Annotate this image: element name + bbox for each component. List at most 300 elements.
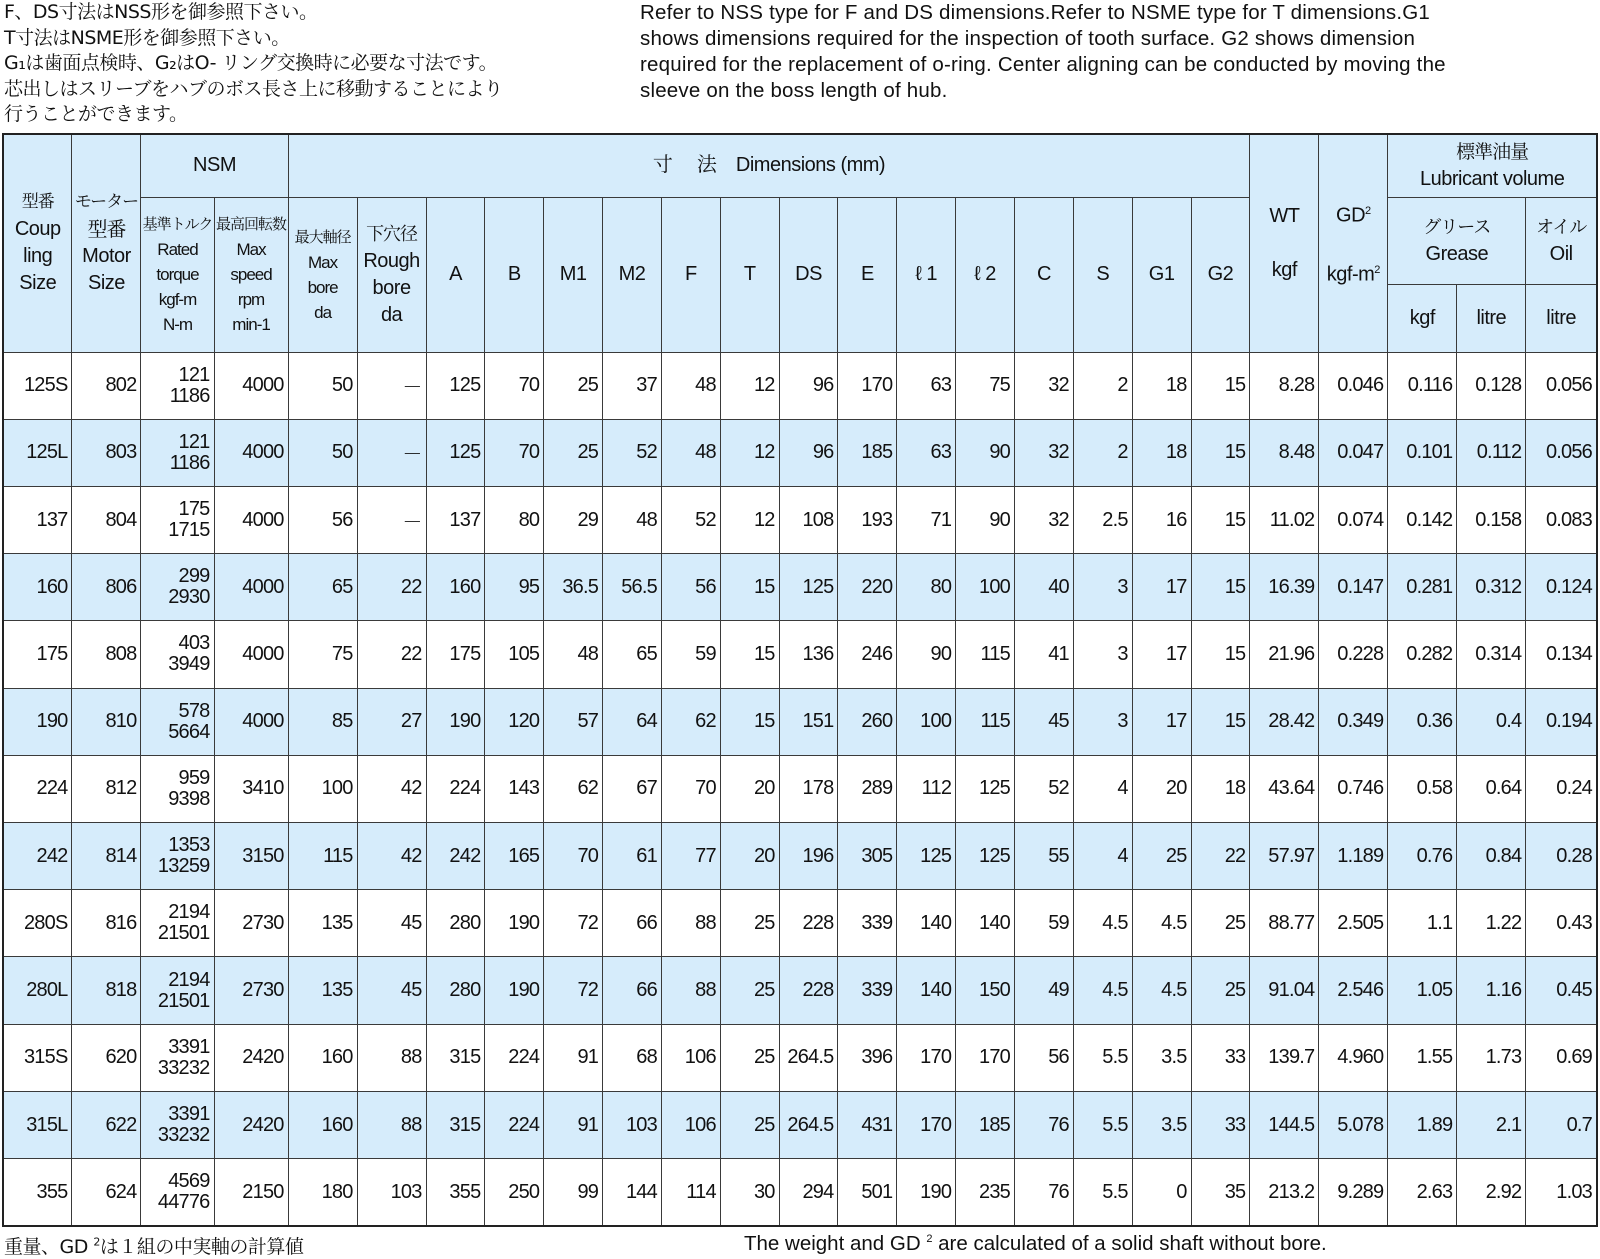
cell-s: 5.5 bbox=[1073, 1024, 1132, 1091]
cell-max-bore: 135 bbox=[288, 890, 357, 957]
torque-kgf-m: 959 bbox=[178, 766, 210, 789]
table-row bbox=[3, 486, 1597, 553]
cell-a: 137 bbox=[426, 486, 485, 553]
cell-a: 315 bbox=[426, 1091, 485, 1158]
en-note-line: required for the replacement of o-ring. Center aligning can be conducted by moving the bbox=[640, 53, 1446, 76]
torque-kgf-m: 578 bbox=[178, 699, 210, 722]
cell-wt: 139.7 bbox=[1250, 1024, 1319, 1091]
cell-t: 12 bbox=[720, 419, 779, 486]
cell-g-kgf: 0.116 bbox=[1388, 352, 1457, 419]
cell-rough: 42 bbox=[357, 823, 426, 890]
cell-speed: 4000 bbox=[214, 352, 288, 419]
cell-wt: 28.42 bbox=[1250, 688, 1319, 755]
cell-torque bbox=[141, 755, 214, 822]
cell-g-litre: 1.22 bbox=[1457, 890, 1526, 957]
cell-l2: 150 bbox=[956, 957, 1015, 1024]
cell-speed: 2730 bbox=[214, 957, 288, 1024]
cell-g-litre: 0.64 bbox=[1457, 755, 1526, 822]
notes-section bbox=[0, 0, 1600, 130]
cell-e: 246 bbox=[838, 621, 897, 688]
cell-rough: － bbox=[357, 419, 426, 486]
cell-f: 59 bbox=[661, 621, 720, 688]
cell-gd2: 0.349 bbox=[1319, 688, 1388, 755]
header-dim-f: F bbox=[661, 197, 720, 352]
jp-note-line: 行うことができます。 bbox=[4, 103, 188, 125]
cell-g-litre: 1.73 bbox=[1457, 1024, 1526, 1091]
cell-f: 88 bbox=[661, 890, 720, 957]
cell-a: 125 bbox=[426, 352, 485, 419]
cell-c: 56 bbox=[1015, 1024, 1074, 1091]
cell-motor: 816 bbox=[72, 890, 141, 957]
cell-l1: 170 bbox=[897, 1091, 956, 1158]
cell-oil: 0.124 bbox=[1526, 554, 1597, 621]
torque-n-m: 9398 bbox=[168, 787, 210, 810]
cell-motor: 802 bbox=[72, 352, 141, 419]
cell-speed: 4000 bbox=[214, 688, 288, 755]
cell-b: 70 bbox=[485, 419, 544, 486]
cell-t: 15 bbox=[720, 621, 779, 688]
cell-c: 55 bbox=[1015, 823, 1074, 890]
cell-oil: 0.43 bbox=[1526, 890, 1597, 957]
cell-g-kgf: 2.63 bbox=[1388, 1159, 1457, 1226]
cell-g1: 3.5 bbox=[1132, 1091, 1191, 1158]
header-dim-g1: G1 bbox=[1132, 197, 1191, 352]
cell-t: 25 bbox=[720, 1024, 779, 1091]
cell-c: 76 bbox=[1015, 1091, 1074, 1158]
cell-e: 339 bbox=[838, 890, 897, 957]
cell-m2: 52 bbox=[603, 419, 662, 486]
cell-g1: 18 bbox=[1132, 352, 1191, 419]
cell-g-kgf: 1.1 bbox=[1388, 890, 1457, 957]
cell-ds: 228 bbox=[779, 890, 838, 957]
torque-n-m: 1715 bbox=[168, 519, 210, 542]
cell-rough: 22 bbox=[357, 554, 426, 621]
cell-ds: 264.5 bbox=[779, 1024, 838, 1091]
cell-f: 70 bbox=[661, 755, 720, 822]
cell-gd2: 0.074 bbox=[1319, 486, 1388, 553]
header-dim-ds: DS bbox=[779, 197, 838, 352]
cell-e: 260 bbox=[838, 688, 897, 755]
cell-f: 48 bbox=[661, 352, 720, 419]
cell-g-kgf: 1.55 bbox=[1388, 1024, 1457, 1091]
cell-gd2: 9.289 bbox=[1319, 1159, 1388, 1226]
cell-c: 32 bbox=[1015, 419, 1074, 486]
cell-torque bbox=[141, 352, 214, 419]
cell-f: 62 bbox=[661, 688, 720, 755]
cell-rough: 27 bbox=[357, 688, 426, 755]
torque-n-m: 21501 bbox=[157, 989, 210, 1012]
cell-b: 143 bbox=[485, 755, 544, 822]
cell-m1: 36.5 bbox=[544, 554, 603, 621]
cell-speed: 4000 bbox=[214, 621, 288, 688]
cell-torque bbox=[141, 554, 214, 621]
cell-g2: 15 bbox=[1191, 554, 1250, 621]
cell-motor: 622 bbox=[72, 1091, 141, 1158]
cell-m1: 48 bbox=[544, 621, 603, 688]
cell-g-litre: 0.314 bbox=[1457, 621, 1526, 688]
cell-max-bore: 56 bbox=[288, 486, 357, 553]
cell-speed: 4000 bbox=[214, 419, 288, 486]
torque-kgf-m: 121 bbox=[178, 363, 210, 386]
torque-n-m: 1186 bbox=[169, 384, 210, 407]
torque-n-m: 3949 bbox=[168, 653, 210, 676]
cell-g-litre: 0.84 bbox=[1457, 823, 1526, 890]
cell-e: 431 bbox=[838, 1091, 897, 1158]
cell-oil: 1.03 bbox=[1526, 1159, 1597, 1226]
cell-l1: 71 bbox=[897, 486, 956, 553]
header-wt: WT kgf bbox=[1250, 134, 1319, 352]
cell-m1: 70 bbox=[544, 823, 603, 890]
cell-g-kgf: 0.36 bbox=[1388, 688, 1457, 755]
cell-m1: 72 bbox=[544, 957, 603, 1024]
table-row bbox=[3, 823, 1597, 890]
cell-g1: 16 bbox=[1132, 486, 1191, 553]
cell-gd2: 0.147 bbox=[1319, 554, 1388, 621]
cell-a: 125 bbox=[426, 419, 485, 486]
cell-rough: 42 bbox=[357, 755, 426, 822]
header-coupling-size: 型番 Coup ling Size bbox=[3, 134, 72, 352]
cell-t: 15 bbox=[720, 554, 779, 621]
cell-torque bbox=[141, 621, 214, 688]
cell-max-bore: 50 bbox=[288, 352, 357, 419]
cell-rough: 88 bbox=[357, 1091, 426, 1158]
cell-c: 32 bbox=[1015, 486, 1074, 553]
cell-max-bore: 85 bbox=[288, 688, 357, 755]
cell-b: 224 bbox=[485, 1024, 544, 1091]
cell-g-kgf: 0.58 bbox=[1388, 755, 1457, 822]
cell-b: 250 bbox=[485, 1159, 544, 1226]
cell-m2: 144 bbox=[603, 1159, 662, 1226]
cell-l2: 100 bbox=[956, 554, 1015, 621]
header-nsm: NSM bbox=[141, 134, 288, 197]
cell-oil: 0.7 bbox=[1526, 1091, 1597, 1158]
cell-g2: 18 bbox=[1191, 755, 1250, 822]
header-dim-l2: ℓ 2 bbox=[956, 197, 1015, 352]
header-rated-torque: 基準トルク Rated torque kgf-m N-m bbox=[141, 197, 214, 352]
cell-torque bbox=[141, 890, 214, 957]
cell-wt: 21.96 bbox=[1250, 621, 1319, 688]
cell-m1: 57 bbox=[544, 688, 603, 755]
cell-s: 2 bbox=[1073, 419, 1132, 486]
cell-m2: 37 bbox=[603, 352, 662, 419]
cell-motor: 806 bbox=[72, 554, 141, 621]
cell-e: 220 bbox=[838, 554, 897, 621]
cell-size: 125L bbox=[3, 419, 72, 486]
cell-g2: 25 bbox=[1191, 890, 1250, 957]
cell-m2: 66 bbox=[603, 890, 662, 957]
cell-l2: 125 bbox=[956, 823, 1015, 890]
cell-ds: 96 bbox=[779, 352, 838, 419]
cell-gd2: 0.047 bbox=[1319, 419, 1388, 486]
cell-max-bore: 75 bbox=[288, 621, 357, 688]
cell-b: 120 bbox=[485, 688, 544, 755]
cell-g1: 4.5 bbox=[1132, 890, 1191, 957]
cell-g-kgf: 0.282 bbox=[1388, 621, 1457, 688]
cell-ds: 108 bbox=[779, 486, 838, 553]
table-row bbox=[3, 419, 1597, 486]
cell-c: 32 bbox=[1015, 352, 1074, 419]
cell-g1: 4.5 bbox=[1132, 957, 1191, 1024]
cell-e: 185 bbox=[838, 419, 897, 486]
cell-s: 3 bbox=[1073, 621, 1132, 688]
cell-size: 355 bbox=[3, 1159, 72, 1226]
cell-g-litre: 0.312 bbox=[1457, 554, 1526, 621]
cell-l1: 90 bbox=[897, 621, 956, 688]
cell-a: 224 bbox=[426, 755, 485, 822]
cell-wt: 16.39 bbox=[1250, 554, 1319, 621]
cell-oil: 0.134 bbox=[1526, 621, 1597, 688]
cell-wt: 43.64 bbox=[1250, 755, 1319, 822]
table-row bbox=[3, 688, 1597, 755]
cell-m1: 99 bbox=[544, 1159, 603, 1226]
cell-m2: 56.5 bbox=[603, 554, 662, 621]
cell-torque bbox=[141, 823, 214, 890]
cell-b: 70 bbox=[485, 352, 544, 419]
torque-kgf-m: 3391 bbox=[168, 1035, 210, 1058]
cell-g2: 33 bbox=[1191, 1091, 1250, 1158]
cell-max-bore: 135 bbox=[288, 957, 357, 1024]
cell-speed: 2420 bbox=[214, 1091, 288, 1158]
cell-g-litre: 0.112 bbox=[1457, 419, 1526, 486]
cell-size: 315S bbox=[3, 1024, 72, 1091]
table-row bbox=[3, 957, 1597, 1024]
torque-n-m: 44776 bbox=[157, 1191, 210, 1214]
cell-motor: 812 bbox=[72, 755, 141, 822]
cell-c: 40 bbox=[1015, 554, 1074, 621]
cell-f: 106 bbox=[661, 1091, 720, 1158]
torque-n-m: 2930 bbox=[168, 586, 210, 609]
header-grease-litre: litre bbox=[1457, 284, 1526, 352]
cell-t: 25 bbox=[720, 890, 779, 957]
header-dim-g2: G2 bbox=[1191, 197, 1250, 352]
cell-torque bbox=[141, 688, 214, 755]
cell-b: 105 bbox=[485, 621, 544, 688]
header-grease: グリース Grease bbox=[1388, 197, 1526, 284]
cell-m2: 67 bbox=[603, 755, 662, 822]
torque-kgf-m: 4569 bbox=[168, 1170, 210, 1193]
jp-note-line: 芯出しはスリーブをハブのボス長さ上に移動することにより bbox=[4, 77, 503, 100]
cell-l1: 63 bbox=[897, 352, 956, 419]
cell-max-bore: 115 bbox=[288, 823, 357, 890]
cell-motor: 814 bbox=[72, 823, 141, 890]
cell-ds: 178 bbox=[779, 755, 838, 822]
cell-wt: 88.77 bbox=[1250, 890, 1319, 957]
header-dim-l1: ℓ 1 bbox=[897, 197, 956, 352]
footer-note-jp: 重量、GD $^2$は１組の中実軸の計算値 bbox=[4, 1235, 304, 1258]
cell-m2: 66 bbox=[603, 957, 662, 1024]
cell-wt: 11.02 bbox=[1250, 486, 1319, 553]
cell-b: 224 bbox=[485, 1091, 544, 1158]
cell-g-kgf: 1.89 bbox=[1388, 1091, 1457, 1158]
cell-m2: 68 bbox=[603, 1024, 662, 1091]
cell-rough: 45 bbox=[357, 957, 426, 1024]
header-max-bore: 最大軸径 Max bore da bbox=[288, 197, 357, 352]
cell-g2: 35 bbox=[1191, 1159, 1250, 1226]
torque-kgf-m: 2194 bbox=[168, 901, 210, 924]
table-row bbox=[3, 1091, 1597, 1158]
cell-e: 289 bbox=[838, 755, 897, 822]
torque-kgf-m: 175 bbox=[178, 498, 210, 521]
cell-wt: 8.48 bbox=[1250, 419, 1319, 486]
cell-l1: 112 bbox=[897, 755, 956, 822]
jp-note-line: F、DS寸法はNSS形を御参照下さい。 bbox=[4, 1, 318, 23]
cell-wt: 8.28 bbox=[1250, 352, 1319, 419]
cell-rough: － bbox=[357, 486, 426, 553]
cell-oil: 0.45 bbox=[1526, 957, 1597, 1024]
table-row bbox=[3, 755, 1597, 822]
cell-c: 49 bbox=[1015, 957, 1074, 1024]
header-dim-e: E bbox=[838, 197, 897, 352]
cell-speed: 2420 bbox=[214, 1024, 288, 1091]
cell-rough: 45 bbox=[357, 890, 426, 957]
torque-kgf-m: 3391 bbox=[168, 1103, 210, 1126]
cell-motor: 818 bbox=[72, 957, 141, 1024]
cell-wt: 144.5 bbox=[1250, 1091, 1319, 1158]
cell-e: 339 bbox=[838, 957, 897, 1024]
cell-a: 160 bbox=[426, 554, 485, 621]
cell-g-kgf: 0.142 bbox=[1388, 486, 1457, 553]
cell-ds: 125 bbox=[779, 554, 838, 621]
header-dimensions: 寸 法 Dimensions (mm) bbox=[288, 134, 1250, 197]
cell-torque bbox=[141, 957, 214, 1024]
cell-speed: 2730 bbox=[214, 890, 288, 957]
header-gd2: $GD^2$ kgf-$m^2$ bbox=[1319, 134, 1388, 352]
cell-a: 355 bbox=[426, 1159, 485, 1226]
coupling-spec-table bbox=[2, 133, 1598, 1227]
cell-oil: 0.083 bbox=[1526, 486, 1597, 553]
cell-motor: 808 bbox=[72, 621, 141, 688]
cell-max-bore: 180 bbox=[288, 1159, 357, 1226]
header-dim-s: S bbox=[1073, 197, 1132, 352]
cell-m1: 91 bbox=[544, 1091, 603, 1158]
cell-g2: 15 bbox=[1191, 486, 1250, 553]
table-body bbox=[3, 352, 1597, 1226]
cell-motor: 620 bbox=[72, 1024, 141, 1091]
torque-kgf-m: 121 bbox=[178, 430, 210, 453]
cell-l1: 140 bbox=[897, 890, 956, 957]
cell-m2: 65 bbox=[603, 621, 662, 688]
cell-size: 137 bbox=[3, 486, 72, 553]
cell-g2: 15 bbox=[1191, 621, 1250, 688]
cell-a: 315 bbox=[426, 1024, 485, 1091]
cell-motor: 624 bbox=[72, 1159, 141, 1226]
torque-n-m: 33232 bbox=[157, 1056, 210, 1079]
cell-g2: 22 bbox=[1191, 823, 1250, 890]
cell-size: 160 bbox=[3, 554, 72, 621]
cell-rough: － bbox=[357, 352, 426, 419]
cell-motor: 803 bbox=[72, 419, 141, 486]
cell-g-kgf: 0.281 bbox=[1388, 554, 1457, 621]
torque-kgf-m: 403 bbox=[178, 632, 210, 655]
cell-t: 15 bbox=[720, 688, 779, 755]
header-lubricant-volume: 標準油量 Lubricant volume bbox=[1388, 134, 1597, 197]
table-header bbox=[3, 134, 1597, 352]
cell-torque bbox=[141, 419, 214, 486]
header-dim-m2: M2 bbox=[603, 197, 662, 352]
header-dim-b: B bbox=[485, 197, 544, 352]
cell-g2: 25 bbox=[1191, 957, 1250, 1024]
cell-m2: 103 bbox=[603, 1091, 662, 1158]
cell-motor: 810 bbox=[72, 688, 141, 755]
cell-l2: 115 bbox=[956, 688, 1015, 755]
cell-s: 5.5 bbox=[1073, 1159, 1132, 1226]
cell-size: 175 bbox=[3, 621, 72, 688]
cell-g1: 18 bbox=[1132, 419, 1191, 486]
cell-m2: 61 bbox=[603, 823, 662, 890]
cell-gd2: 2.505 bbox=[1319, 890, 1388, 957]
cell-wt: 213.2 bbox=[1250, 1159, 1319, 1226]
cell-a: 175 bbox=[426, 621, 485, 688]
torque-n-m: 1186 bbox=[169, 451, 210, 474]
header-dim-a: A bbox=[426, 197, 485, 352]
cell-e: 170 bbox=[838, 352, 897, 419]
cell-f: 48 bbox=[661, 419, 720, 486]
cell-c: 52 bbox=[1015, 755, 1074, 822]
cell-g2: 15 bbox=[1191, 419, 1250, 486]
cell-l2: 125 bbox=[956, 755, 1015, 822]
torque-kgf-m: 2194 bbox=[168, 968, 210, 991]
cell-l2: 170 bbox=[956, 1024, 1015, 1091]
torque-n-m: 5664 bbox=[168, 720, 210, 743]
cell-f: 88 bbox=[661, 957, 720, 1024]
torque-n-m: 13259 bbox=[157, 855, 210, 878]
cell-g1: 3.5 bbox=[1132, 1024, 1191, 1091]
cell-e: 193 bbox=[838, 486, 897, 553]
torque-n-m: 21501 bbox=[157, 922, 210, 945]
table-row bbox=[3, 554, 1597, 621]
cell-t: 30 bbox=[720, 1159, 779, 1226]
cell-wt: 57.97 bbox=[1250, 823, 1319, 890]
cell-t: 20 bbox=[720, 823, 779, 890]
cell-s: 4 bbox=[1073, 755, 1132, 822]
torque-n-m: 33232 bbox=[157, 1124, 210, 1147]
cell-g1: 20 bbox=[1132, 755, 1191, 822]
cell-g-litre: 2.92 bbox=[1457, 1159, 1526, 1226]
cell-ds: 294 bbox=[779, 1159, 838, 1226]
cell-speed: 2150 bbox=[214, 1159, 288, 1226]
cell-speed: 3150 bbox=[214, 823, 288, 890]
cell-size: 315L bbox=[3, 1091, 72, 1158]
cell-f: 56 bbox=[661, 554, 720, 621]
cell-g1: 17 bbox=[1132, 688, 1191, 755]
cell-g-litre: 0.4 bbox=[1457, 688, 1526, 755]
table-row bbox=[3, 352, 1597, 419]
cell-l1: 100 bbox=[897, 688, 956, 755]
cell-m1: 25 bbox=[544, 352, 603, 419]
torque-kgf-m: 299 bbox=[178, 565, 210, 588]
cell-a: 280 bbox=[426, 957, 485, 1024]
cell-e: 305 bbox=[838, 823, 897, 890]
cell-max-bore: 100 bbox=[288, 755, 357, 822]
cell-gd2: 2.546 bbox=[1319, 957, 1388, 1024]
cell-t: 20 bbox=[720, 755, 779, 822]
cell-gd2: 0.746 bbox=[1319, 755, 1388, 822]
cell-b: 165 bbox=[485, 823, 544, 890]
header-oil: オイル Oil bbox=[1526, 197, 1597, 284]
cell-g-litre: 0.128 bbox=[1457, 352, 1526, 419]
cell-speed: 4000 bbox=[214, 486, 288, 553]
cell-b: 190 bbox=[485, 890, 544, 957]
cell-max-bore: 160 bbox=[288, 1091, 357, 1158]
cell-a: 280 bbox=[426, 890, 485, 957]
cell-torque bbox=[141, 486, 214, 553]
cell-l1: 80 bbox=[897, 554, 956, 621]
cell-e: 501 bbox=[838, 1159, 897, 1226]
cell-s: 2 bbox=[1073, 352, 1132, 419]
header-rough-bore: 下穴径 Rough bore da bbox=[357, 197, 426, 352]
cell-s: 2.5 bbox=[1073, 486, 1132, 553]
cell-b: 95 bbox=[485, 554, 544, 621]
